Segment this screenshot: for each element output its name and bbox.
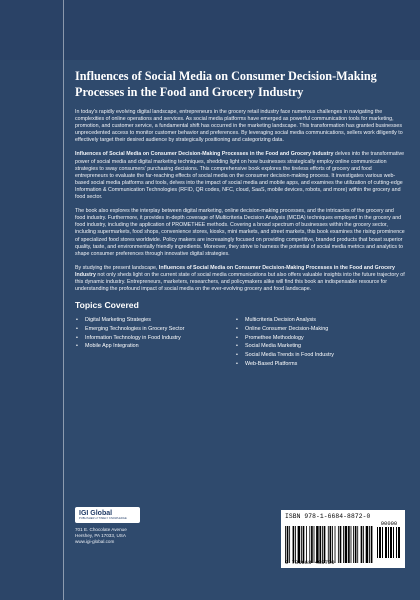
isbn-text: ISBN 978-1-6684-8872-0	[285, 513, 371, 520]
description-paragraph-2	[75, 151, 405, 201]
publisher-address-line-1: 701 E. Chocolate Avenue	[75, 527, 127, 532]
bullet-icon: •	[236, 334, 238, 341]
description-paragraph-4	[75, 265, 405, 293]
barcode-addon	[377, 521, 401, 563]
isbn-barcode	[281, 510, 405, 568]
book-title: Influences of Social Media on Consumer Decision-Making Processes in the Food and Grocery Industry	[75, 69, 377, 99]
topic-item	[235, 326, 405, 333]
topic-label: Mobile App Integration	[85, 343, 139, 350]
topic-label: Online Consumer Decision-Making	[245, 325, 329, 332]
topics-heading: Topics Covered	[75, 300, 139, 311]
paragraph-2-text: delves into the transformative power of social media and digital marketing techniques, shedding light on how businesses strategically employ online communication strategies to sway consumers' purchasing decisions. This comprehensive book explores the tireless efforts of grocery and food entrepreneurs to evaluate the far-reaching effects of social media on the consumer decision-making process. It investigates various web-based social media platforms and tools, delves into the impact of social media and mobile apps, and examines the utilization of cutting-edge Information & Communication Technologies (RFID, QR codes, NFC, cloud, SaaS, mobile devices, robots, and more) within the grocery and food sector.	[75, 151, 405, 201]
bullet-icon: •	[76, 317, 78, 324]
topic-item	[75, 326, 225, 333]
book-title-bold: Influences of Social Media on Consumer Decision-Making Processes in the Food and Grocery Industry	[75, 151, 334, 158]
description-paragraph-1: In today's rapidly evolving digital landscape, entrepreneurs in the grocery retail industry face numerous challenges in navigating the complexities of online operations and services. As social media platforms have emerged as powerful communication tools for marketing, promotion, and customer service, a fundamental shift has occurred in the marketing landscape. This transformation has granted businesses unprecedented access to monitor customer behavior and preferences. By leveraging social media communications, sellers work diligently to effectively target their desired audience by strategically positioning and categorizing data.	[75, 109, 403, 144]
paragraph-4-start: By studying the present landscape,	[75, 264, 159, 271]
topic-label: Multicriteria Decision Analysis	[245, 317, 316, 324]
topic-item	[75, 343, 225, 350]
bullet-icon: •	[236, 351, 238, 358]
barcode-number: 9 781668 488720	[285, 559, 335, 566]
topic-label: Digital Marketing Strategies	[85, 317, 151, 324]
topic-item	[75, 335, 225, 342]
topic-label: Social Media Marketing	[245, 343, 302, 350]
publisher-logo	[75, 507, 140, 523]
bullet-icon: •	[236, 360, 238, 367]
bullet-icon: •	[236, 325, 238, 332]
topic-label: Social Media Trends in Food Industry	[245, 351, 334, 358]
topic-item	[235, 352, 405, 359]
publisher-website: www.igi-global.com	[75, 539, 115, 545]
paragraph-4-text: not only sheds light on the current state of social media communications but also offers valuable insights into the future trajectory of this dynamic industry. Entrepreneurs, marketers, researchers, and policymakers alike will find this book an indispensable resource for understanding the profound impact of social media on the ever-evolving grocery and food landscape.	[75, 271, 405, 293]
spine-line	[63, 0, 64, 600]
addon-bars-icon	[377, 527, 401, 558]
topic-label: Emerging Technologies in Grocery Sector	[85, 325, 185, 332]
left-strip	[0, 0, 63, 600]
topic-label: Web-Based Platforms	[245, 360, 298, 367]
publisher-block	[75, 507, 205, 546]
bullet-icon: •	[76, 325, 78, 332]
publisher-address-line-2: Hershey, PA 17033, USA	[75, 533, 126, 539]
barcode-bars-icon	[285, 526, 374, 563]
bullet-icon: •	[236, 317, 238, 324]
topic-label: Promethee Methodology	[245, 334, 304, 341]
topic-item	[235, 317, 405, 324]
bullet-icon: •	[76, 343, 78, 350]
topic-item	[235, 361, 405, 368]
logo-name: IGI Global	[79, 509, 113, 517]
bullet-icon: •	[76, 334, 78, 341]
topic-label: Information Technology in Food Industry	[85, 334, 181, 341]
logo-tagline: PUBLISHER of TIMELY KNOWLEDGE	[79, 516, 127, 520]
topics-column-left	[75, 317, 225, 369]
topic-item	[235, 335, 405, 342]
book-title-bold: Influences of Social Media on Consumer Decision-Making Processes in the Food and Grocery Industry	[75, 264, 395, 278]
description-paragraph-3: The book also explores the interplay between digital marketing, online decision-making processes, and the intricacies of the grocery and food industry. Furthermore, it provides in-depth coverage of Multicriteria Decision Analysis (MCDA) techniques employed in the grocery and food industry, including the application of PROMETHEE methods. Covering a broad spectrum of businesses within the grocery sector, including supermarkets, food shops, convenience stores, kiosks, mini markets, and street markets, this book examines the rising prominence of specialized food stores worldwide. Policy makers are increasingly focused on providing competitive, branded products that boast superior quality, taste, and environmentally friendly ingredients. Moreover, they strive to harness the potential of social media metrics and analytics to shape consumer preferences through innovative digital strategies.	[75, 208, 405, 257]
topic-item	[75, 317, 225, 324]
topic-item	[235, 343, 405, 350]
topics-column-right	[235, 317, 405, 369]
topics-list	[75, 317, 405, 369]
addon-number: 90000	[380, 520, 398, 527]
barcode-row	[285, 521, 401, 563]
bullet-icon: •	[236, 343, 238, 350]
back-cover-content	[75, 68, 405, 369]
